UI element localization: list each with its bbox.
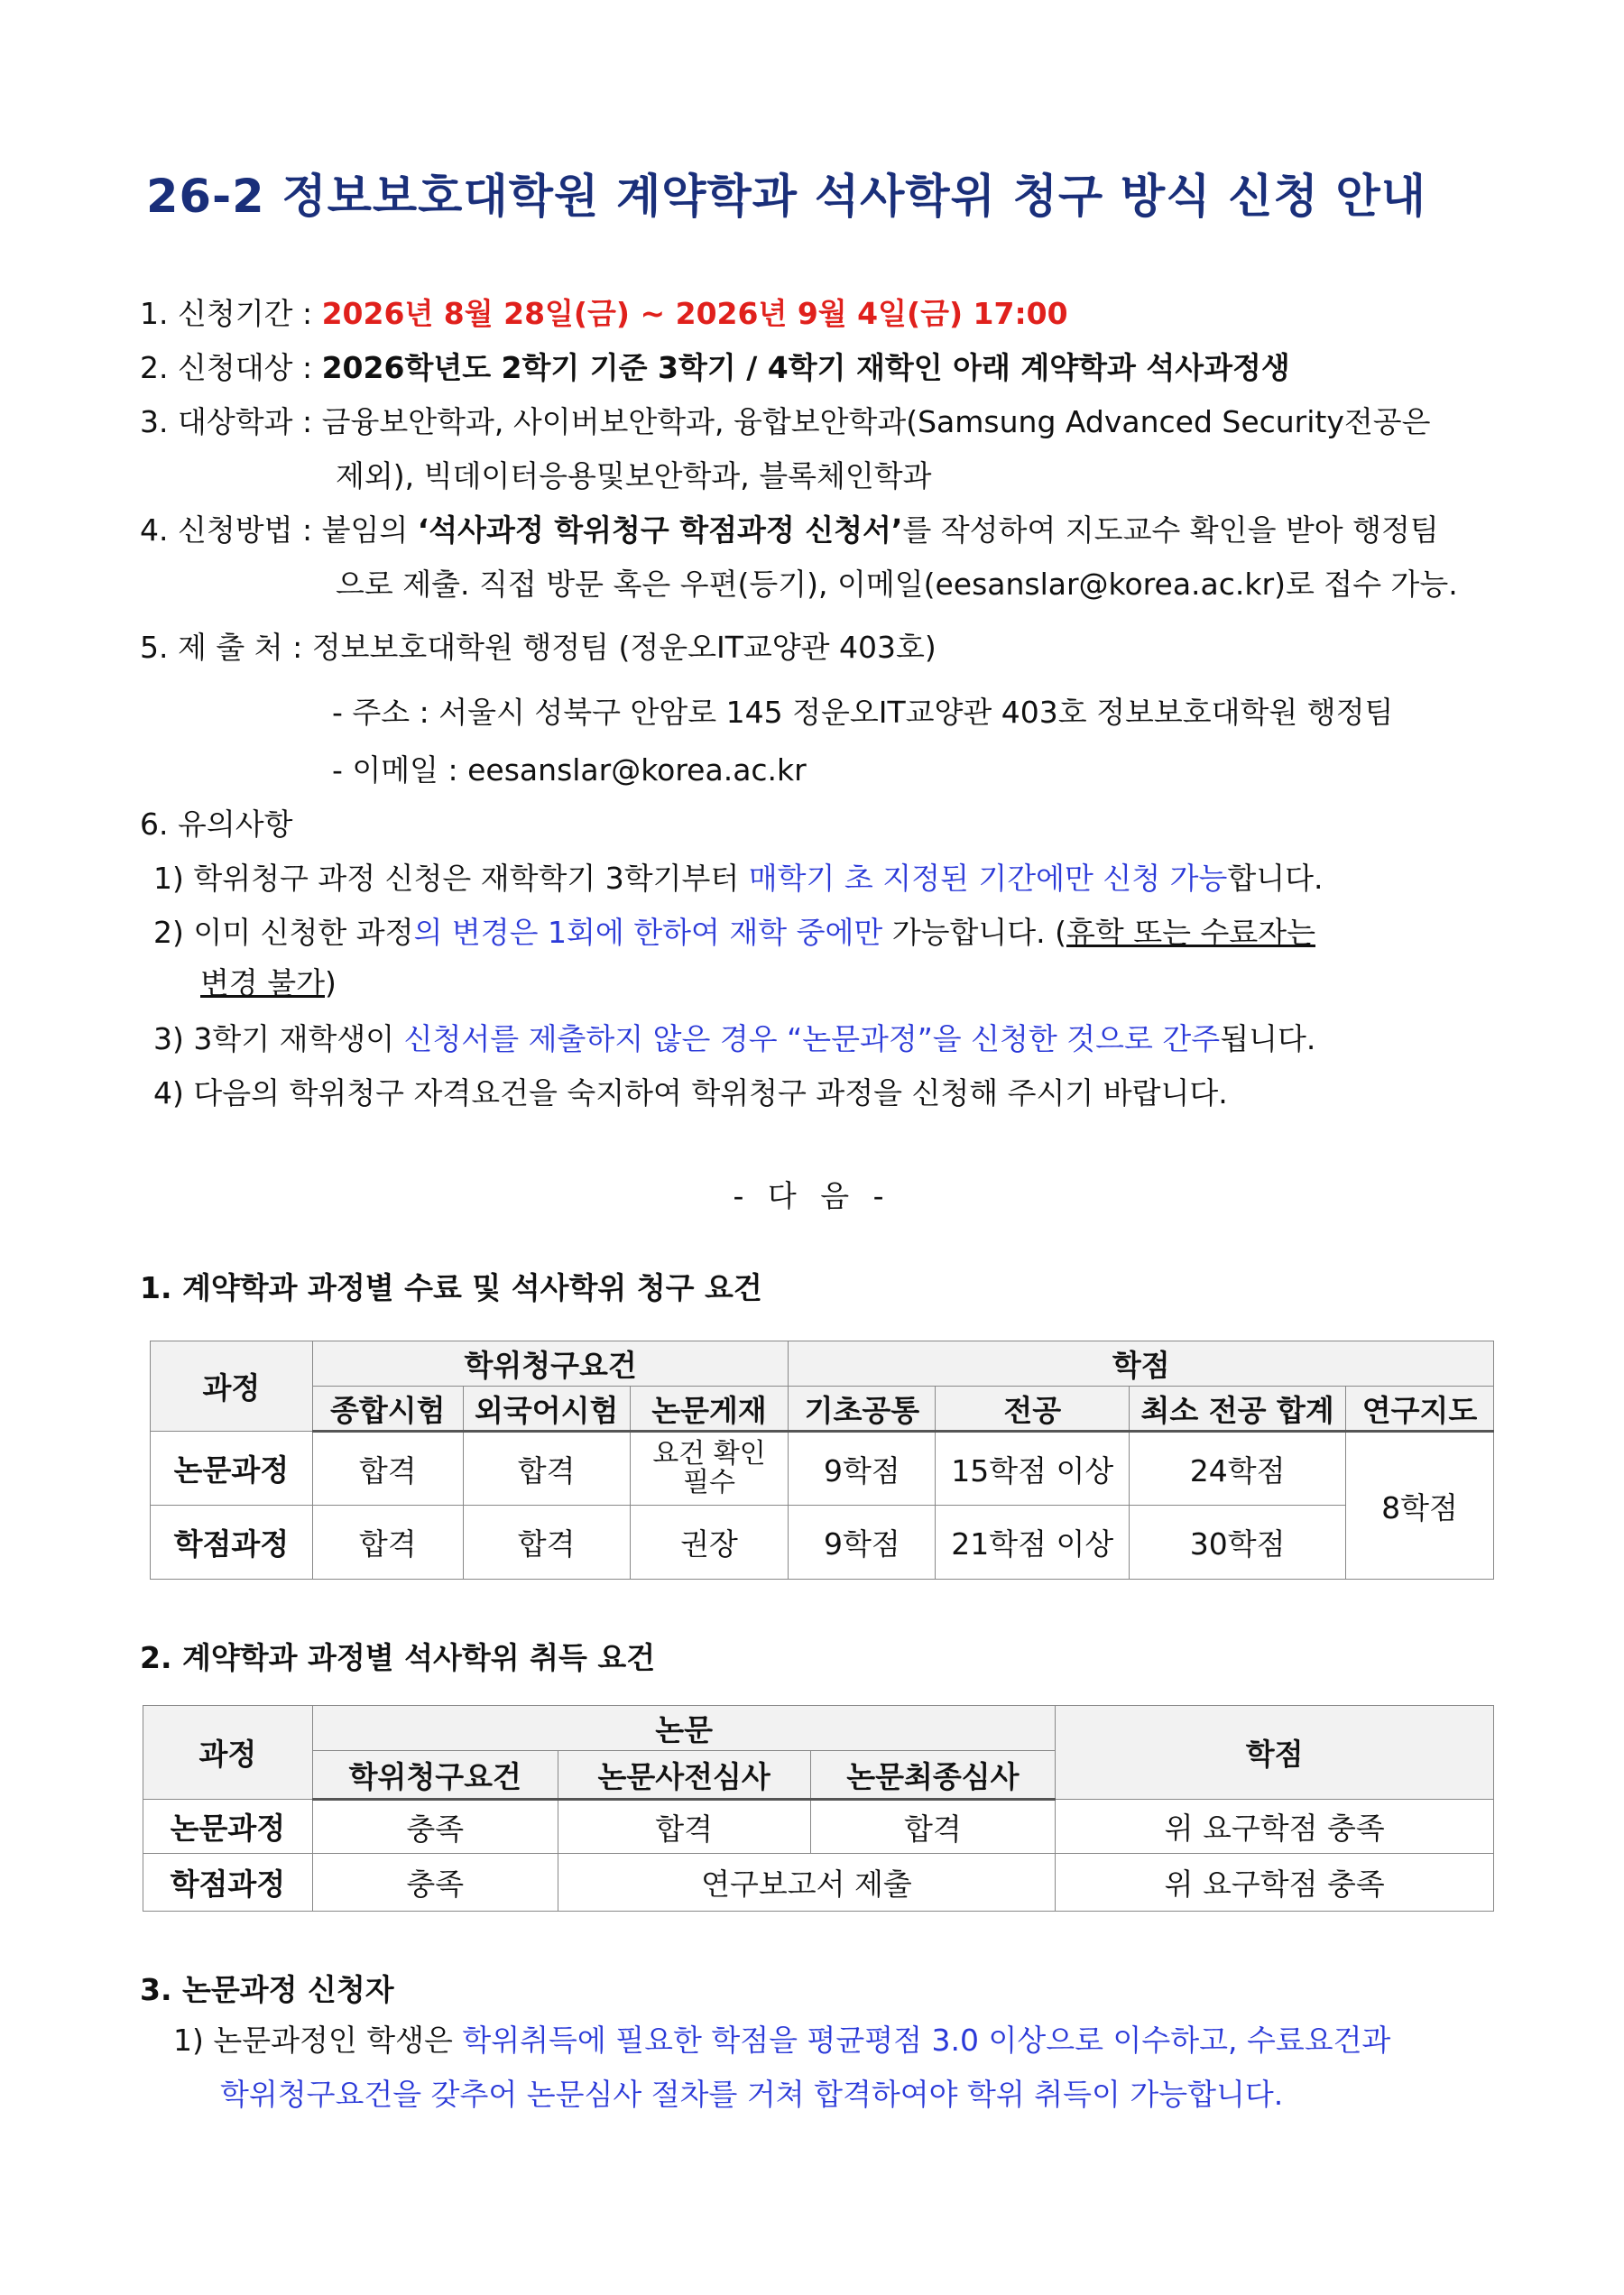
group-degree-requirements: 학위청구요건	[312, 1341, 789, 1387]
col-credit: 학점	[1056, 1706, 1494, 1800]
section-3-line-1-highlight: 학위취득에 필요한 학점을 평균평점 3.0 이상으로 이수하고, 수료요건과	[462, 2023, 1391, 2058]
table-row	[151, 1506, 1494, 1580]
section-3-line-2: 학위청구요건을 갖추어 논문심사 절차를 거쳐 합격하여야 학위 취득이 가능합니다.	[220, 2077, 1284, 2112]
method-form-name: ‘석사과정 학위청구 학점과정 신청서’	[417, 512, 903, 548]
submit-label: 5. 제 출 처 :	[140, 630, 312, 665]
item-dept	[140, 402, 1431, 442]
cell-credit: 위 요구학점 충족	[1056, 1854, 1494, 1912]
cell-language: 합격	[463, 1432, 630, 1506]
cell-major: 15학점 이상	[936, 1432, 1130, 1506]
cell-basic: 9학점	[789, 1432, 936, 1506]
method-label: 4. 신청방법 :	[140, 512, 322, 548]
page-title: 26-2 정보보호대학원 계약학과 석사학위 청구 방식 신청 안내	[146, 171, 1427, 224]
method-pre: 붙임의	[321, 512, 418, 548]
cell-language: 합격	[463, 1506, 630, 1580]
row-name: 학점과정	[143, 1854, 313, 1912]
note-2-cont	[200, 963, 337, 1003]
target-label: 2. 신청대상 :	[140, 350, 322, 385]
section-2-heading: 2. 계약학과 과정별 석사학위 취득 요건	[140, 1640, 656, 1675]
table-row	[143, 1854, 1494, 1912]
item-period	[140, 294, 1068, 334]
note-1-post: 합니다.	[1227, 861, 1324, 896]
cell-paper-line2: 필수	[683, 1467, 736, 1498]
note-3	[153, 1019, 1315, 1059]
col-comprehensive-exam: 종합시험	[312, 1387, 463, 1432]
note-2-pre: 2) 이미 신청한 과정	[153, 915, 414, 950]
cell-total: 30학점	[1130, 1506, 1346, 1580]
cell-research: 8학점	[1346, 1432, 1494, 1580]
cell-requirements: 충족	[312, 1800, 558, 1854]
col-preliminary-review: 논문사전심사	[558, 1751, 810, 1800]
divider-text: - 다 음 -	[733, 1178, 891, 1213]
note-1-pre: 1) 학위청구 과정 신청은 재학학기 3학기부터	[153, 861, 749, 896]
cell-major: 21학점 이상	[936, 1506, 1130, 1580]
cell-exam: 합격	[312, 1506, 463, 1580]
col-course: 과정	[151, 1341, 313, 1432]
method-post: 를 작성하여 지도교수 확인을 받아 행정팀	[902, 512, 1439, 548]
section-3-heading: 3. 논문과정 신청자	[140, 1972, 394, 2007]
cell-exam: 합격	[312, 1432, 463, 1506]
item-submit	[140, 628, 937, 668]
note-2-highlight: 의 변경은 1회에 한하여 재학 중에만	[413, 915, 883, 950]
item-target	[140, 348, 1290, 388]
section-1-heading: 1. 계약학과 과정별 수료 및 석사학위 청구 요건	[140, 1270, 762, 1305]
col-degree-requirements: 학위청구요건	[312, 1751, 558, 1800]
submit-email: - 이메일 : eesanslar@korea.ac.kr	[332, 752, 807, 788]
method-line2: 으로 제출. 직접 방문 혹은 우편(등기), 이메일(eesanslar@korea.ac.kr)로 접수 가능.	[336, 567, 1458, 602]
cell-requirements: 충족	[312, 1854, 558, 1912]
table-row	[151, 1432, 1494, 1506]
col-basic-common: 기초공통	[789, 1387, 936, 1432]
degree-acquisition-table	[143, 1705, 1494, 1912]
note-2-mid: 가능합니다. (	[882, 915, 1066, 950]
cell-report: 연구보고서 제출	[558, 1854, 1056, 1912]
note-2-strike-1: 휴학 또는 수료자는	[1066, 915, 1315, 950]
cell-paper-line1: 요건 확인	[652, 1438, 766, 1470]
dept-label: 3. 대상학과 :	[140, 404, 322, 439]
completion-requirements-table	[150, 1341, 1494, 1580]
cell-total: 24학점	[1130, 1432, 1346, 1506]
dept-line1: 금융보안학과, 사이버보안학과, 융합보안학과(Samsung Advanced Security전공은	[321, 404, 1431, 439]
cell-paper: 권장	[630, 1506, 789, 1580]
col-language-exam: 외국어시험	[463, 1387, 630, 1432]
notes-label: 6. 유의사항	[140, 806, 293, 842]
note-2-close: )	[325, 965, 337, 1000]
target-value: 2026학년도 2학기 기준 3학기 / 4학기 재학인 아래 계약학과 석사과정생	[321, 350, 1290, 385]
note-2-strike-2: 변경 불가	[200, 965, 326, 1000]
cell-basic: 9학점	[789, 1506, 936, 1580]
col-paper-publication: 논문게재	[630, 1387, 789, 1432]
period-value: 2026년 8월 28일(금) ~ 2026년 9월 4일(금) 17:00	[321, 296, 1068, 331]
col-min-major-total: 최소 전공 합계	[1130, 1387, 1346, 1432]
note-4: 4) 다음의 학위청구 자격요건을 숙지하여 학위청구 과정을 신청해 주시기 바랍니다.	[153, 1075, 1228, 1111]
row-name: 논문과정	[143, 1800, 313, 1854]
cell-preliminary: 합격	[558, 1800, 810, 1854]
submit-value: 정보보호대학원 행정팀 (정운오IT교양관 403호)	[311, 630, 937, 665]
note-3-highlight: 신청서를 제출하지 않은 경우 “논문과정”을 신청한 것으로 간주	[403, 1021, 1221, 1056]
item-method	[140, 511, 1439, 550]
col-final-review: 논문최종심사	[810, 1751, 1056, 1800]
row-name: 학점과정	[151, 1506, 313, 1580]
group-credits: 학점	[789, 1341, 1494, 1387]
period-label: 1. 신청기간 :	[140, 296, 322, 331]
note-1	[153, 859, 1323, 899]
submit-address: - 주소 : 서울시 성북구 안암로 145 정운오IT교양관 403호 정보보호대학원 행정팀	[332, 695, 1394, 730]
section-3-line-1	[173, 2021, 1390, 2060]
section-3-line-1-pre: 1) 논문과정인 학생은	[173, 2023, 463, 2058]
col-major: 전공	[936, 1387, 1130, 1432]
cell-final: 합격	[810, 1800, 1056, 1854]
col-course: 과정	[143, 1706, 313, 1800]
table-row	[143, 1800, 1494, 1854]
note-2	[153, 913, 1315, 953]
group-thesis: 논문	[312, 1706, 1055, 1751]
cell-paper	[630, 1432, 789, 1506]
cell-credit: 위 요구학점 충족	[1056, 1800, 1494, 1854]
row-name: 논문과정	[151, 1432, 313, 1506]
note-3-pre: 3) 3학기 재학생이	[153, 1021, 404, 1056]
dept-line2: 제외), 빅데이터응용및보안학과, 블록체인학과	[336, 458, 932, 493]
note-1-highlight: 매학기 초 지정된 기간에만 신청 가능	[748, 861, 1228, 896]
note-3-post: 됩니다.	[1220, 1021, 1316, 1056]
col-research-guidance: 연구지도	[1346, 1387, 1494, 1432]
